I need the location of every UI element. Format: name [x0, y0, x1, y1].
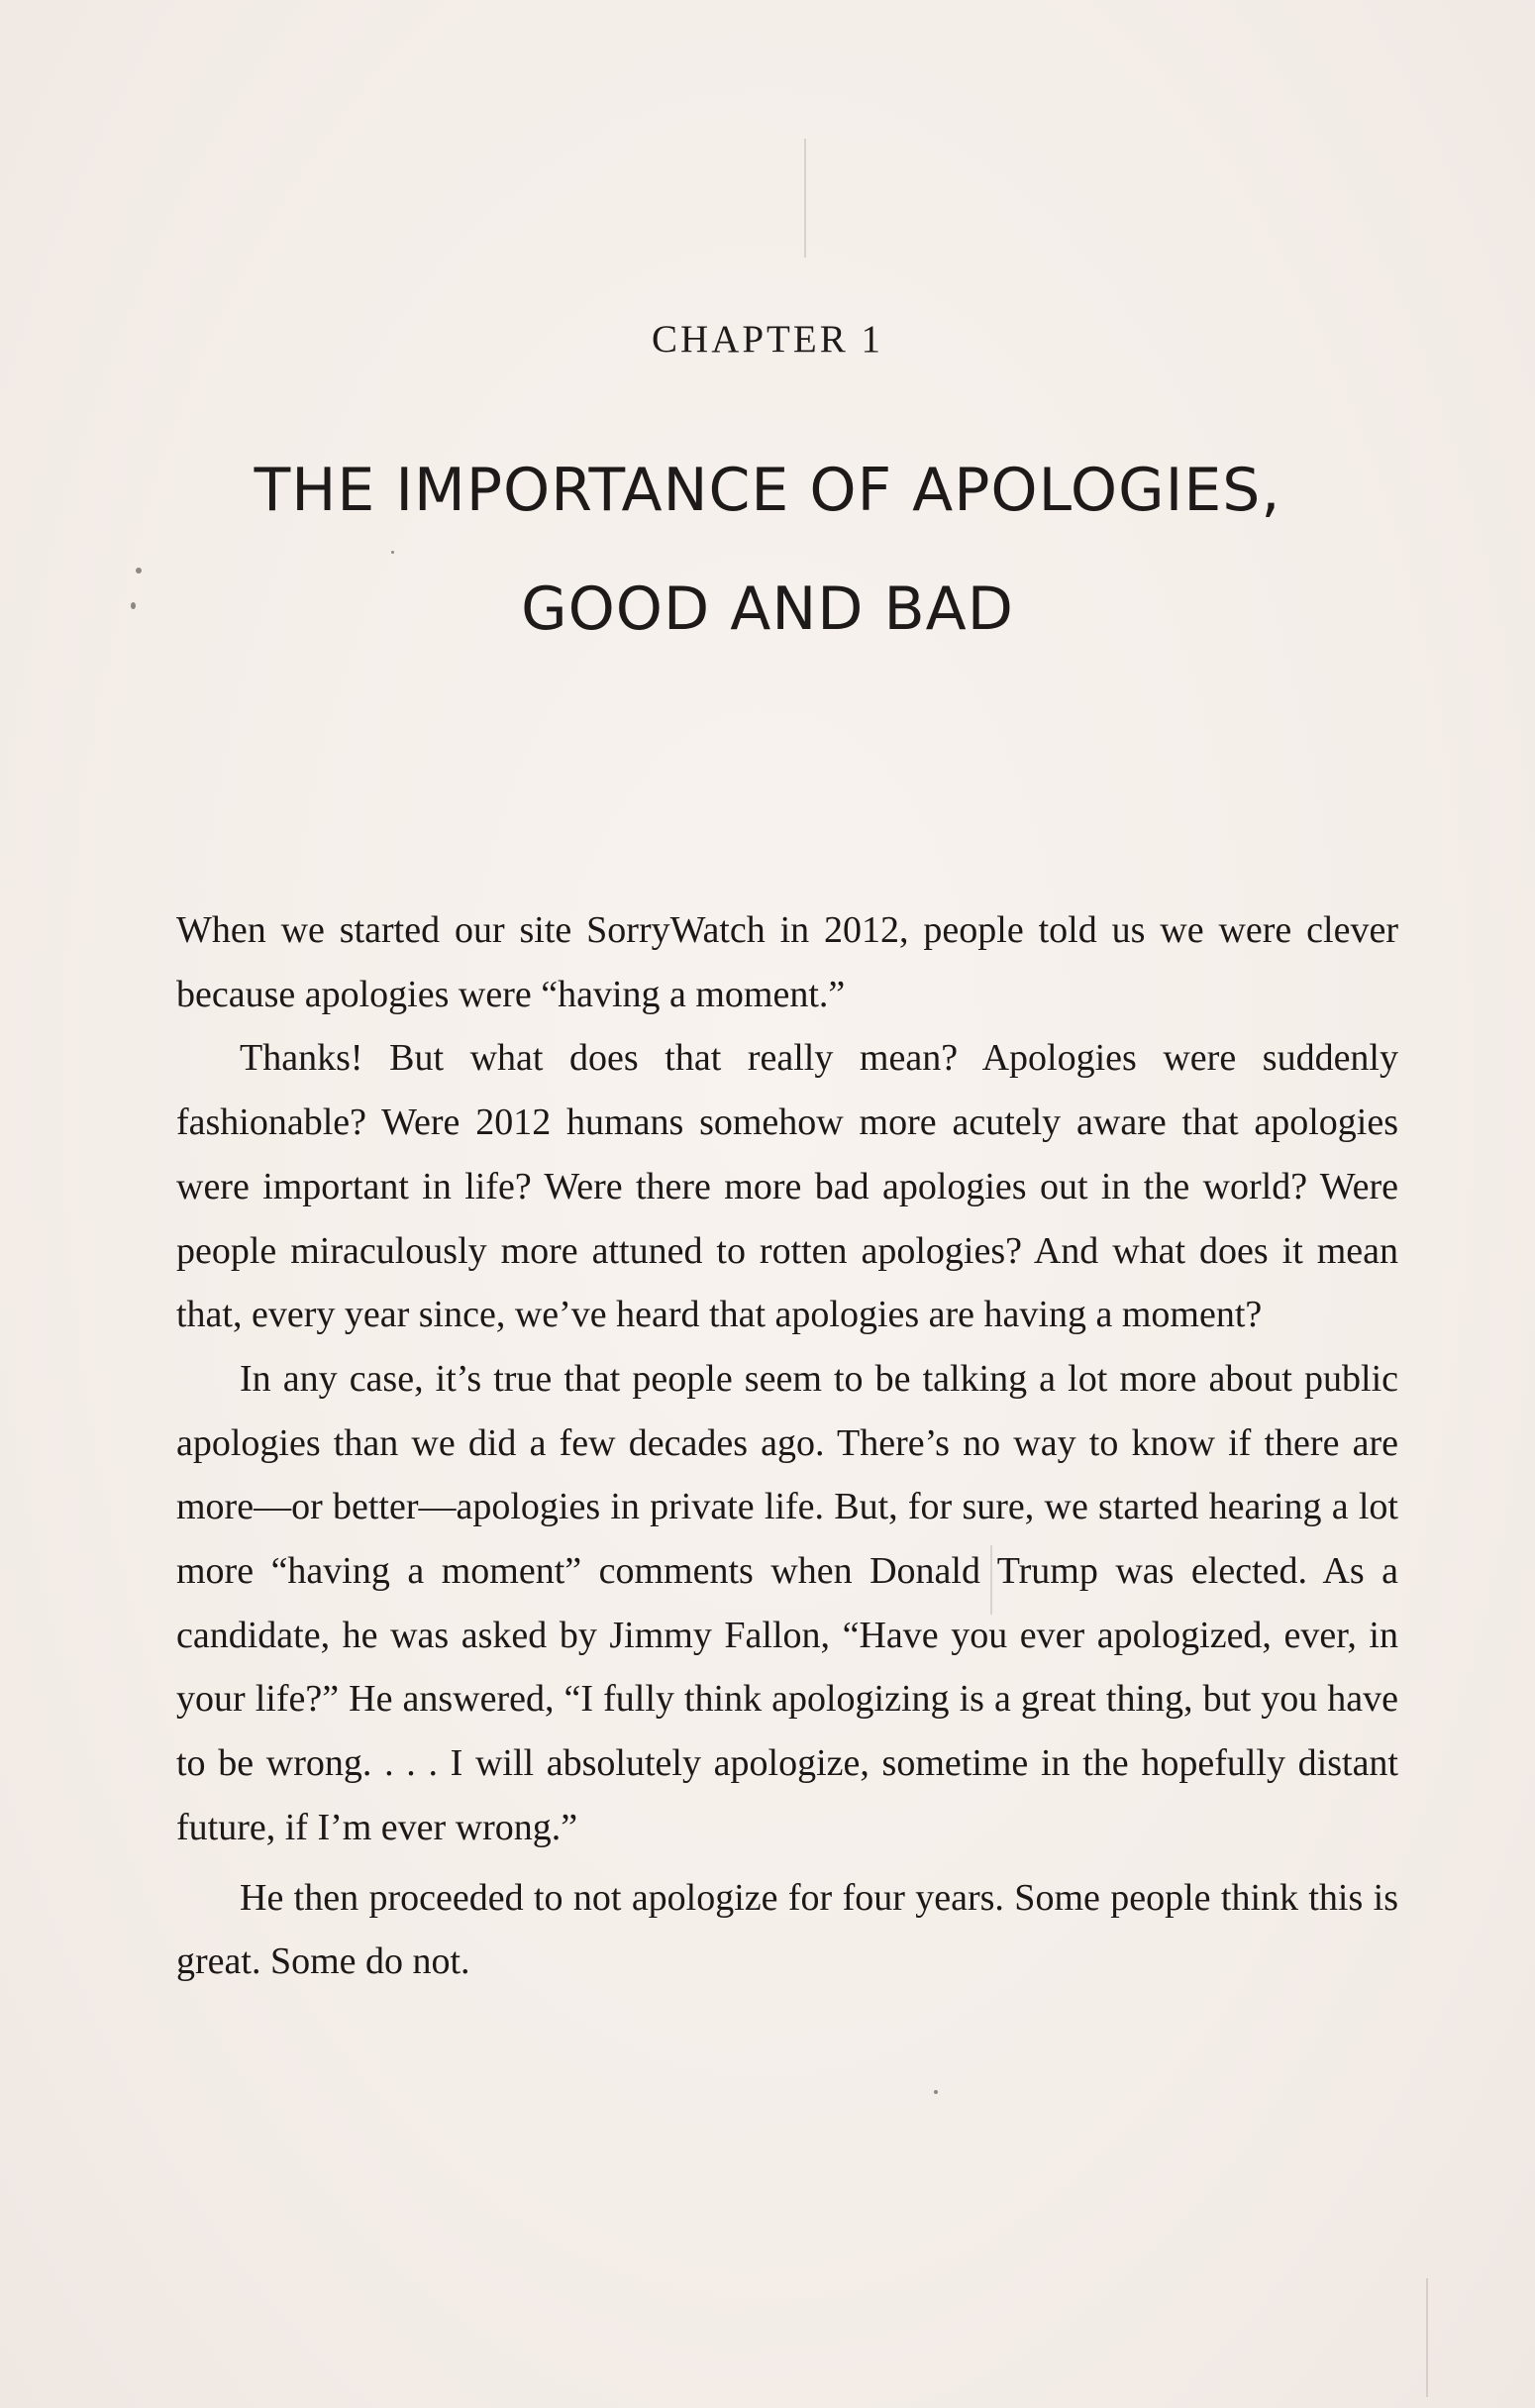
chapter-body [176, 898, 1398, 1994]
paragraph-1: When we started our site SorryWatch in 2012, people told us we were clever because apologies were “having a moment.” [176, 909, 1398, 1015]
chapter-title [173, 431, 1362, 669]
paper-scratch [1426, 2278, 1428, 2397]
paper-speck [131, 602, 136, 609]
paragraph-3: In any case, it’s true that people seem to be talking a lot more about public apologies than we did a few decades ago. There’s no way to know if there are more—or better—apologies in private life. But, for sure, we started hearing a lot more “having a moment” comments when Donald Trump was elected. As a candidate, he was asked by Jimmy Fallon, “Have you ever apologized, ever, in your life?” He answered, “I fully think apologizing is a great thing, but you have to be wrong. . . . I will absolutely apologize, sometime in the hopefully distant future, if I’m ever wrong.” [176, 1357, 1398, 1848]
paragraph-2: Thanks! But what does that really mean? Apologies were suddenly fashionable? Were 2012 humans somehow more acutely aware that apologies were important in life? Were there more bad apologies out in the world? Were people miraculously more attuned to rotten apologies? And what does it mean that, every year since, we’ve heard that apologies are having a moment? [176, 1037, 1398, 1336]
paragraph-4: He then proceeded to not apologize for four years. Some people think this is great. Some do not. [176, 1876, 1398, 1983]
paper-scratch [804, 139, 806, 258]
chapter-title-line-2: GOOD AND BAD [521, 575, 1014, 644]
paper-speck [934, 2090, 938, 2094]
chapter-label: CHAPTER 1 [652, 318, 883, 361]
paper-speck [136, 568, 142, 574]
chapter-title-line-1: THE IMPORTANCE OF APOLOGIES, [254, 456, 1281, 525]
